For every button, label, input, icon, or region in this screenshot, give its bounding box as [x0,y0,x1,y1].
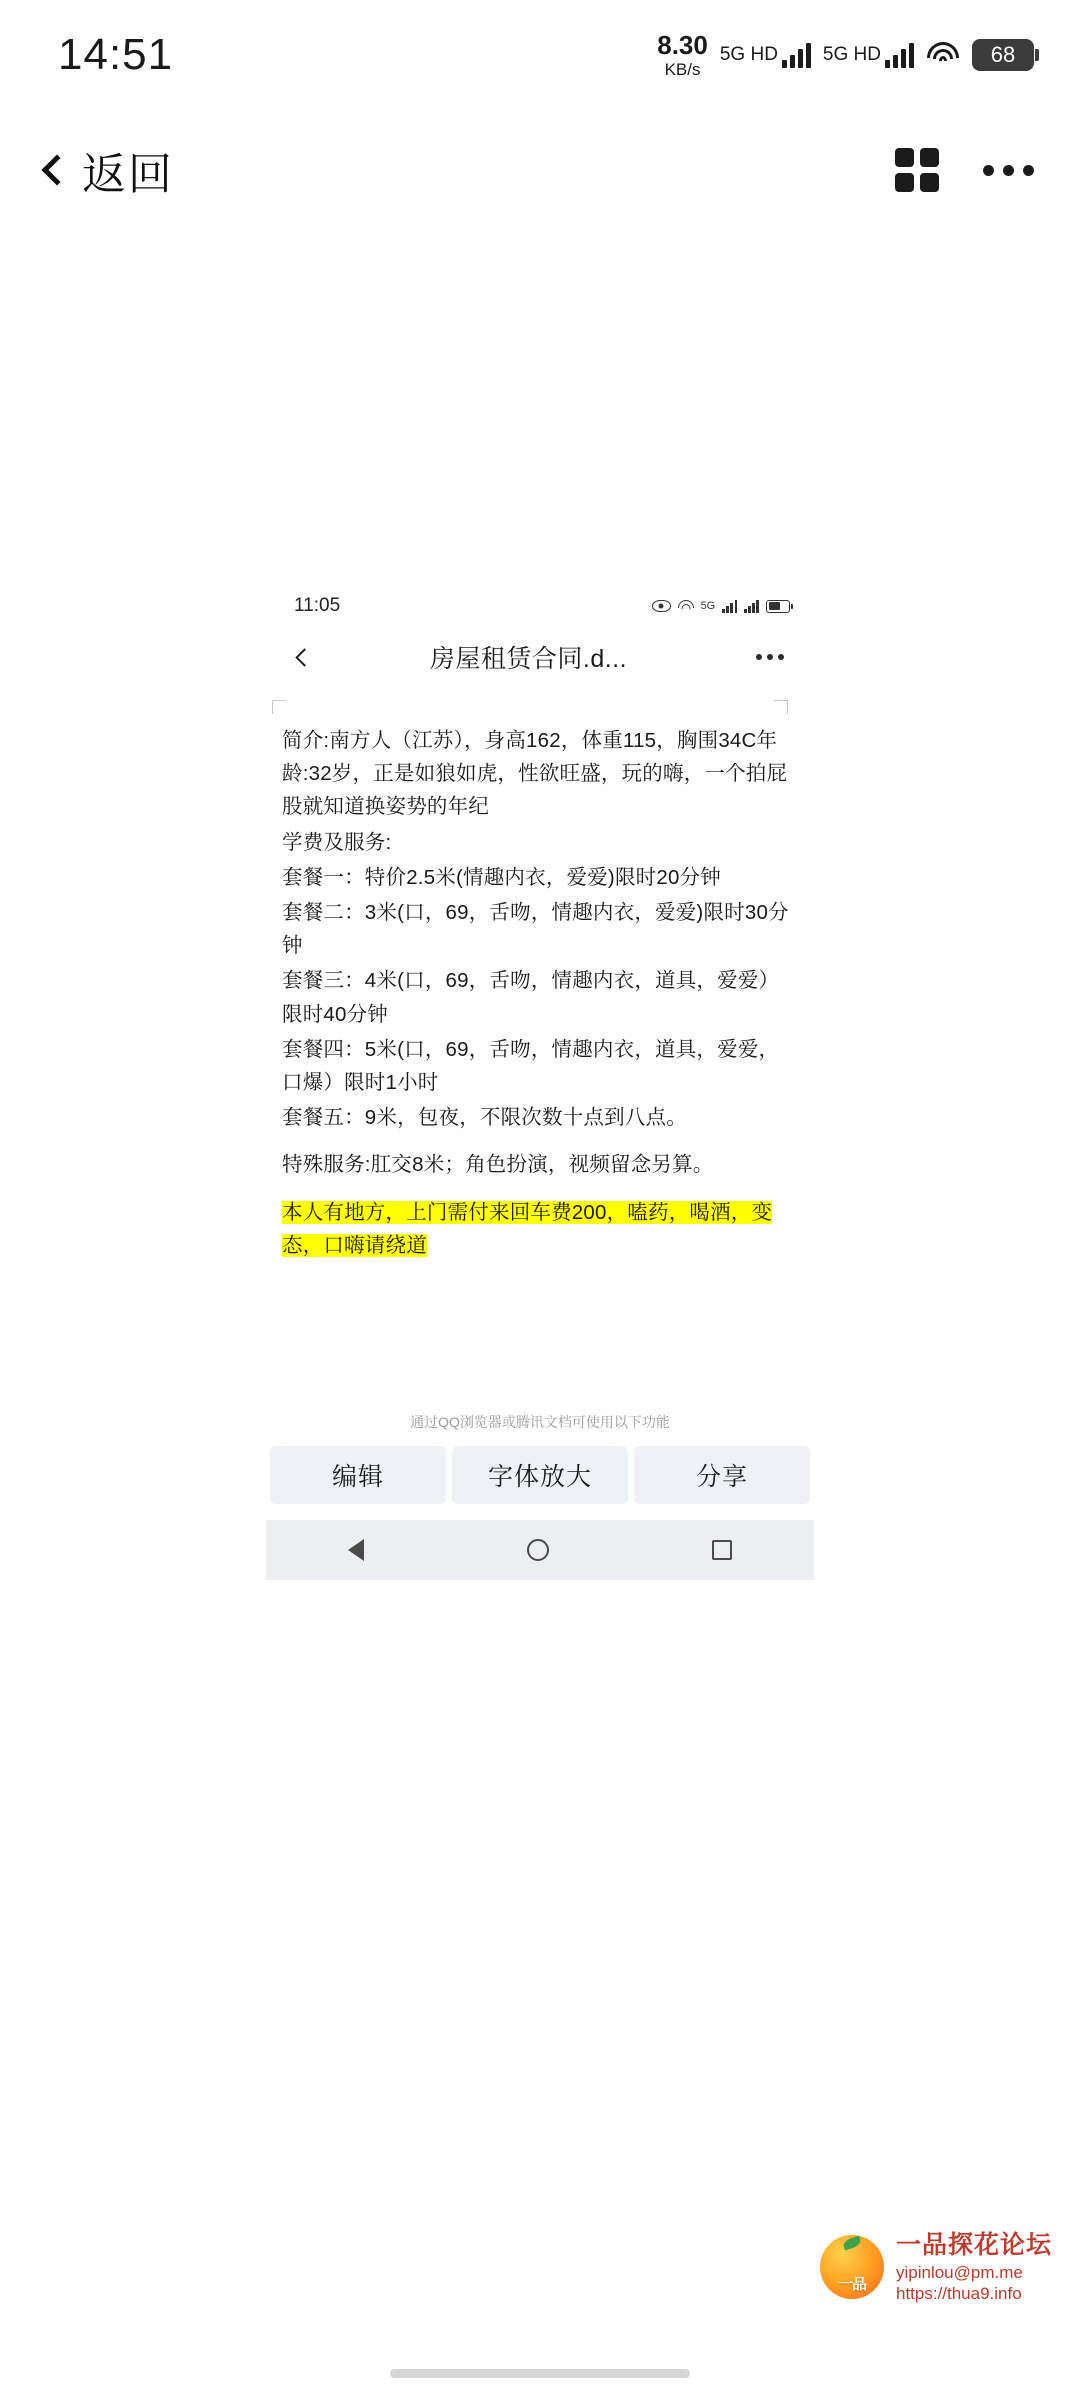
document-line [282,1196,798,1262]
edit-button[interactable]: 编辑 [270,1446,446,1504]
highlighted-text: 本人有地方，上门需付来回车费200，嗑药，喝酒，变态，口嗨请绕道 [282,1200,773,1257]
wifi-icon [926,42,960,68]
embedded-status-icons [652,600,790,613]
document-hint: 通过QQ浏览器或腾讯文档可使用以下功能 [410,1414,670,1431]
document-body [266,724,814,1262]
sim1-signal [720,42,811,68]
nav-home-icon[interactable] [527,1539,549,1561]
watermark-url: https://thua9.info [895,2283,1022,2303]
network-speed-value: 8.30 [657,30,708,60]
document-line: 套餐四：5米(口，69，舌吻，情趣内衣，道具，爱爱，口爆）限时1小时 [282,1037,780,1095]
page-corner-mark [272,700,286,714]
app-header [0,110,1080,230]
signal-bars-icon [722,600,737,613]
more-options-icon[interactable] [756,654,784,660]
document-line: 套餐五：9米，包夜，不限次数十点到八点。 [282,1106,687,1130]
document-action-bar [266,1446,814,1520]
network-speed-unit: KB/s [664,60,701,79]
nav-back-icon[interactable] [348,1539,364,1561]
document-page [266,690,814,1580]
forum-watermark [820,2230,1052,2304]
embedded-status-bar [266,588,814,624]
chevron-left-icon [41,154,72,185]
share-button[interactable]: 分享 [634,1446,810,1504]
signal-bars-icon [782,42,811,68]
watermark-title: 一品探花论坛 [895,2231,1052,2260]
embedded-screenshot [266,588,814,1580]
grid-icon[interactable] [895,148,939,192]
sim1-label: 5G HD [719,44,778,65]
document-line: 套餐二：3米(口，69，舌吻，情趣内衣，爱爱)限时30分钟 [282,901,789,958]
document-line: 简介:南方人（江苏），身高162，体重115，胸围34C年龄:32岁，正是如狼如虎，性欲旺盛，玩的嗨，一个拍屁股就知道换姿势的年纪 [282,729,788,819]
home-indicator[interactable] [390,2369,690,2378]
embedded-title-bar [266,624,814,690]
document-line: 套餐三：4米(口，69，舌吻，情趣内衣，道具，爱爱）限时40分钟 [282,969,780,1026]
sim2-signal [823,42,914,68]
status-bar [0,0,1080,110]
document-line: 套餐一：特价2.5米(情趣内衣，爱爱)限时20分钟 [282,865,721,889]
eye-icon [652,600,671,612]
network-type-label: 5G [700,599,716,612]
watermark-text-group [896,2230,1052,2304]
android-navigation-bar [266,1520,814,1580]
status-icons [657,32,1034,78]
forum-logo-text: 一品 [837,2276,866,2294]
back-button[interactable] [36,138,174,202]
document-line: 学费及服务: [282,830,392,854]
page-corner-mark [774,700,788,714]
document-line: 特殊服务:肛交8米；角色扮演，视频留念另算。 [282,1153,714,1177]
watermark-email: yipinlou@pm.me [895,2262,1023,2282]
forum-logo-icon [820,2235,884,2299]
sim2-label: 5G HD [822,44,881,65]
battery-indicator: 68 [972,39,1034,71]
font-enlarge-button[interactable]: 字体放大 [452,1446,628,1504]
network-speed [657,32,708,78]
document-title: 房屋租赁合同.d... [429,645,628,673]
nav-recents-icon[interactable] [712,1540,732,1560]
wifi-icon [678,600,694,613]
battery-icon [766,600,790,613]
signal-bars-icon [744,600,759,613]
embedded-status-time: 11:05 [294,595,341,616]
more-options-icon[interactable] [983,165,1034,176]
signal-bars-icon [885,42,914,68]
header-actions [895,148,1034,192]
status-time: 14:51 [58,30,174,79]
back-button-label: 返回 [82,150,174,199]
